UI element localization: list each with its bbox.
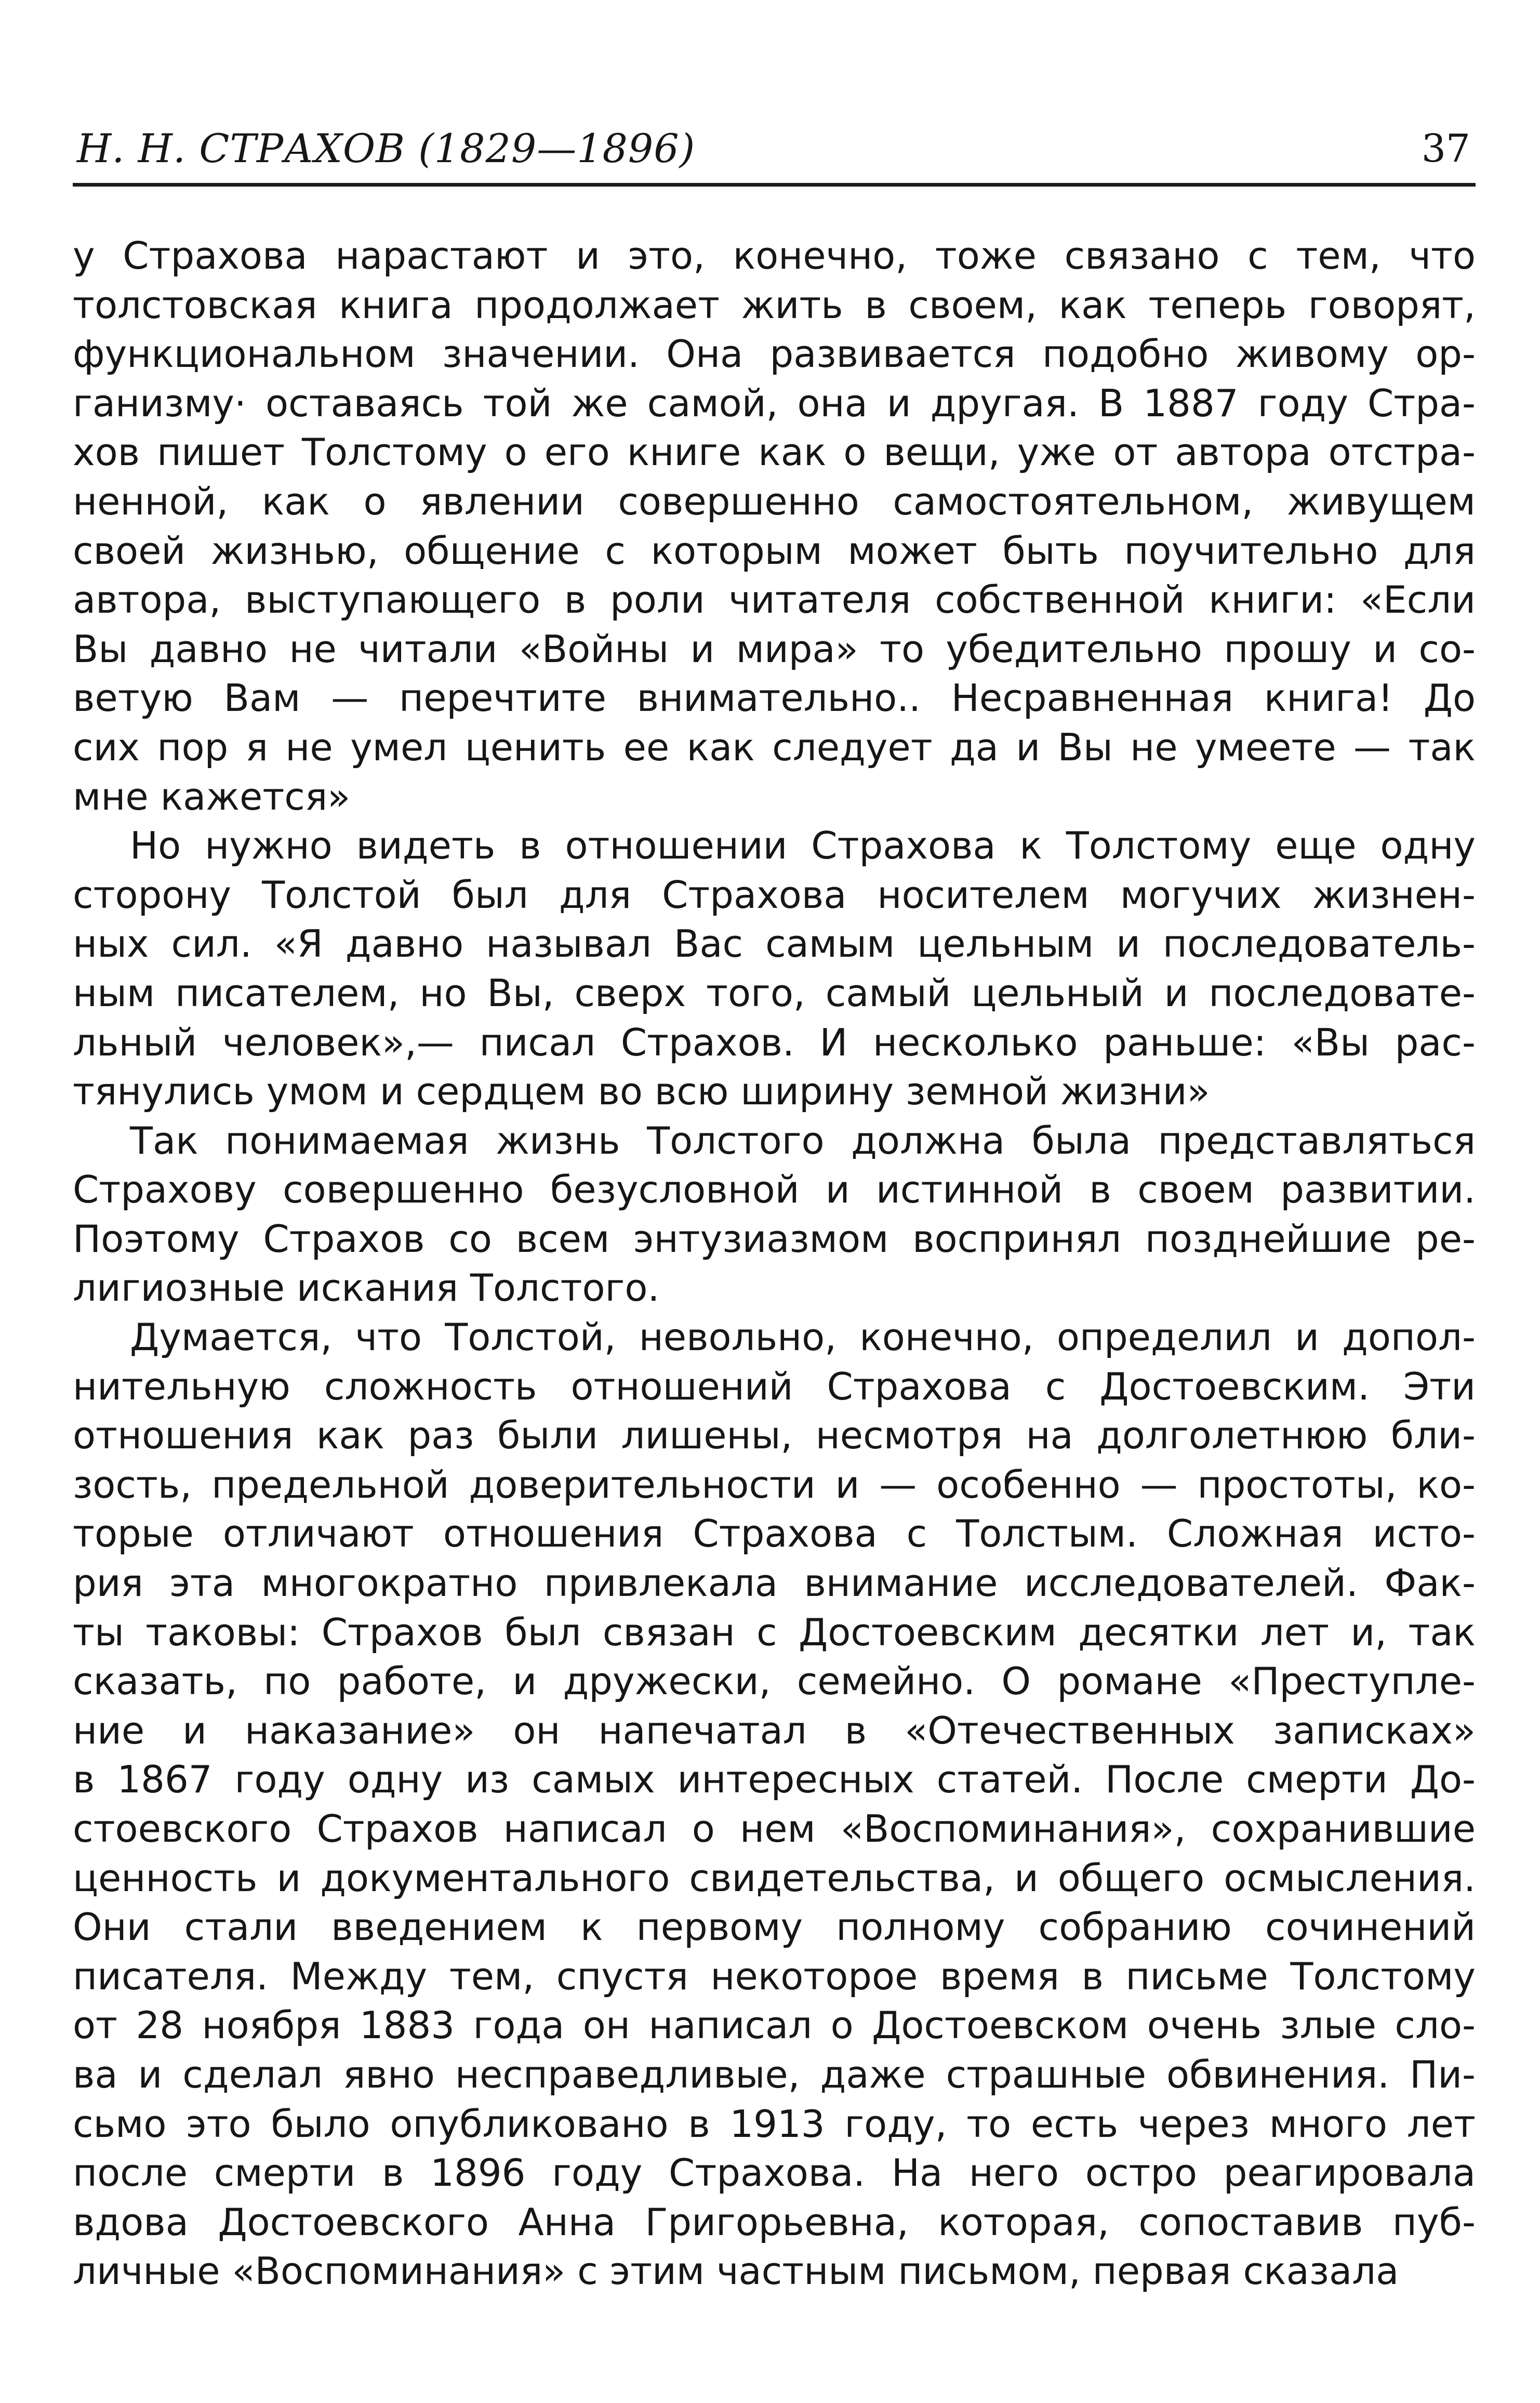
text-line: торые отличают отношения Страхова с Толстым. Сложная исто- (73, 1512, 1476, 1556)
text-line: Так понимаемая жизнь Толстого должна была представляться (130, 1118, 1476, 1163)
text-line: лигиозные искания Толстого. (73, 1266, 660, 1310)
text-line: автора, выступающего в роли читателя собственной книги: «Если (73, 578, 1476, 622)
text-line: Они стали введением к первому полному собранию сочинений (73, 1905, 1476, 1949)
text-line: зость, предельной доверительности и — особенно — простоты, ко- (73, 1462, 1476, 1507)
text-line: Поэтому Страхов со всем энтузиазмом воспринял позднейшие ре- (73, 1217, 1476, 1261)
text-line: ных сил. «Я давно называл Вас самым цельным и последователь- (73, 922, 1476, 966)
text-line: писателя. Между тем, спустя некоторое время в письме Толстому (73, 1954, 1476, 1998)
text-line: от 28 ноября 1883 года он написал о Достоевском очень злые сло- (73, 2003, 1476, 2048)
paragraph (73, 821, 1476, 1116)
body-text (73, 231, 1476, 2296)
running-title: Н. Н. СТРАХОВ (1829—1896) (77, 125, 696, 171)
text-line: функциональном значении. Она развивается подобно живому ор- (73, 332, 1476, 376)
text-line: Но нужно видеть в отношении Страхова к Толстому еще одну (130, 824, 1476, 868)
running-head (73, 117, 1476, 180)
text-line: Вы давно не читали «Войны и мира» то убедительно прошу и со- (73, 627, 1476, 671)
text-line: сих пор я не умел ценить ее как следует да и Вы не умеете — так (73, 725, 1476, 769)
text-line: толстовская книга продолжает жить в своем, как теперь говорят, (73, 283, 1476, 327)
text-line: у Страхова нарастают и это, конечно, тоже связано с тем, что (73, 234, 1476, 278)
paragraph (73, 231, 1476, 821)
text-line: своей жизнью, общение с которым может быть поучительно для (73, 529, 1476, 573)
text-line: льный человек»,— писал Страхов. И несколько раньше: «Вы рас- (73, 1020, 1476, 1064)
text-line: нительную сложность отношений Страхова с Достоевским. Эти (73, 1364, 1476, 1408)
text-line: личные «Воспоминания» с этим частным письмом, первая сказала (73, 2249, 1399, 2293)
text-line: сказать, по работе, и дружески, семейно. О романе «Преступле- (73, 1659, 1476, 1704)
text-line: ным писателем, но Вы, сверх того, самый цельный и последовате- (73, 971, 1476, 1015)
text-line: ветую Вам — перечтите внимательно.. Несравненная книга! До (73, 676, 1476, 720)
text-line: тянулись умом и сердцем во всю ширину земной жизни» (73, 1070, 1210, 1114)
text-line: ние и наказание» он напечатал в «Отечественных записках» (73, 1708, 1476, 1752)
paragraph (73, 1313, 1476, 2296)
text-line: ценность и документального свидетельства, и общего осмысления. (73, 1856, 1476, 1900)
text-line: сьмо это было опубликовано в 1913 году, то есть через много лет (73, 2102, 1476, 2146)
text-line: ва и сделал явно несправедливые, даже страшные обвинения. Пи- (73, 2052, 1476, 2096)
text-line: стоевского Страхов написал о нем «Воспоминания», сохранившие (73, 1807, 1476, 1851)
text-line: ганизму· оставаясь той же самой, она и другая. В 1887 году Стра- (73, 381, 1476, 425)
text-line: ненной, как о явлении совершенно самостоятельном, живущем (73, 479, 1476, 523)
text-line: Думается, что Толстой, невольно, конечно, определил и допол- (130, 1315, 1476, 1359)
text-line: Страхову совершенно безусловной и истинной в своем развитии. (73, 1168, 1476, 1212)
text-line: отношения как раз были лишены, несмотря на долголетнюю бли- (73, 1414, 1476, 1458)
book-page (73, 0, 1476, 2403)
text-line: в 1867 году одну из самых интересных статей. После смерти До- (73, 1758, 1476, 1802)
text-line: сторону Толстой был для Страхова носителем могучих жизнен- (73, 873, 1476, 917)
text-line: хов пишет Толстому о его книге как о вещи, уже от автора отстра- (73, 430, 1476, 474)
text-line: рия эта многократно привлекала внимание исследователей. Фак- (73, 1561, 1476, 1605)
text-line: после смерти в 1896 году Страхова. На него остро реагировала (73, 2151, 1476, 2195)
text-line: мне кажется» (73, 774, 351, 818)
paragraph (73, 1116, 1476, 1313)
header-rule (73, 183, 1476, 187)
text-line: вдова Достоевского Анна Григорьевна, которая, сопоставив пуб- (73, 2200, 1476, 2244)
page-number: 37 (1421, 126, 1470, 171)
text-line: ты таковы: Страхов был связан с Достоевским десятки лет и, так (73, 1610, 1476, 1654)
